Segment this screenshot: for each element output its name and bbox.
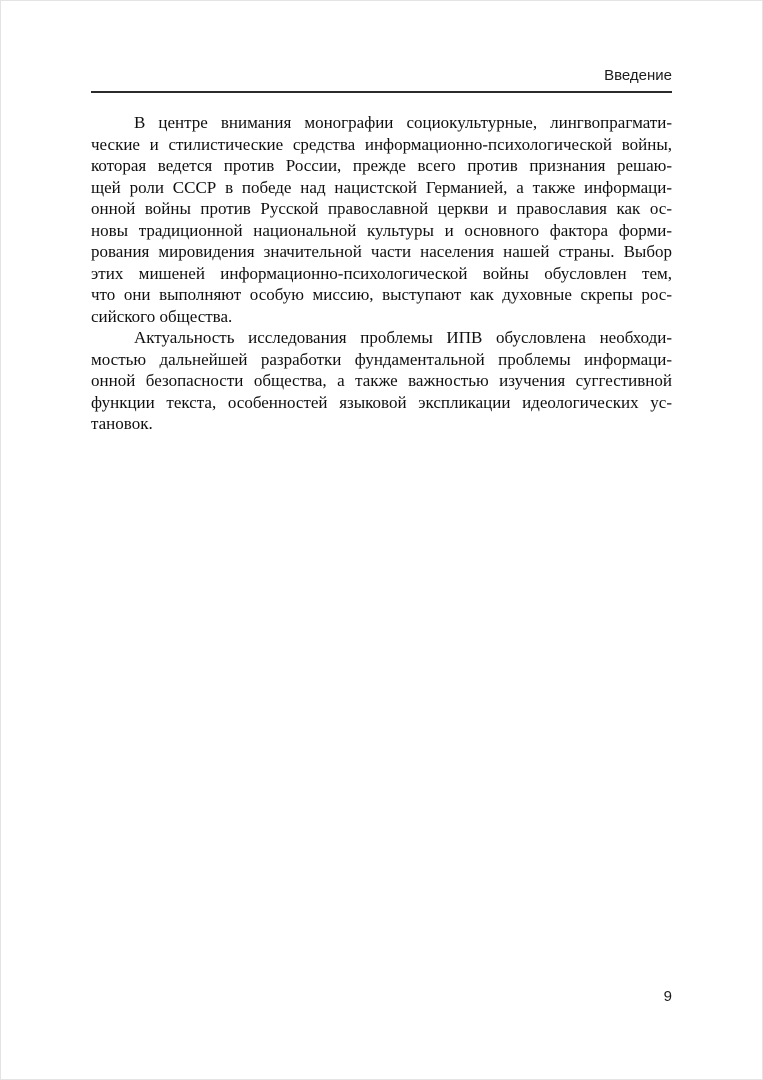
text-line: Актуальность исследования проблемы ИПВ обусловлена необходи- [134,328,672,347]
page-number: 9 [663,988,672,1005]
body-text [91,112,672,435]
running-head: Введение [604,67,672,84]
text-line: что они выполняют особую миссию, выступают как духовные скрепы рос- [91,285,672,304]
text-line: ческие и стилистические средства информационно-психологической войны, [91,134,672,154]
paragraph [91,112,672,327]
text-line: тановок. [91,414,153,433]
text-line: функции текста, особенностей языковой экспликации идеологических ус- [91,392,672,412]
text-line: новы традиционной национальной культуры и основного фактора форми- [91,220,672,240]
text-line: В центре внимания монографии социокультурные, лингвопрагмати- [134,113,672,132]
text-line: сийского общества. [91,306,233,326]
text-line: онной безопасности общества, а также важностью изучения суггестивной [91,371,672,390]
header-rule [91,91,672,93]
text-line: этих мишеней информационно-психологической войны обусловлен тем, [91,263,672,283]
text-line: онной войны против Русской православной церкви и православия как ос- [91,199,672,218]
text-line: которая ведется против России, прежде всего против признания решаю- [91,156,672,175]
text-line: рования мировидения значительной части населения нашей страны. Выбор [91,242,672,261]
paragraph [91,327,672,435]
text-line: мостью дальнейшей разработки фундаментальной проблемы информаци- [91,349,672,369]
text-line: щей роли СССР в победе над нацистской Германией, а также информаци- [91,177,672,197]
